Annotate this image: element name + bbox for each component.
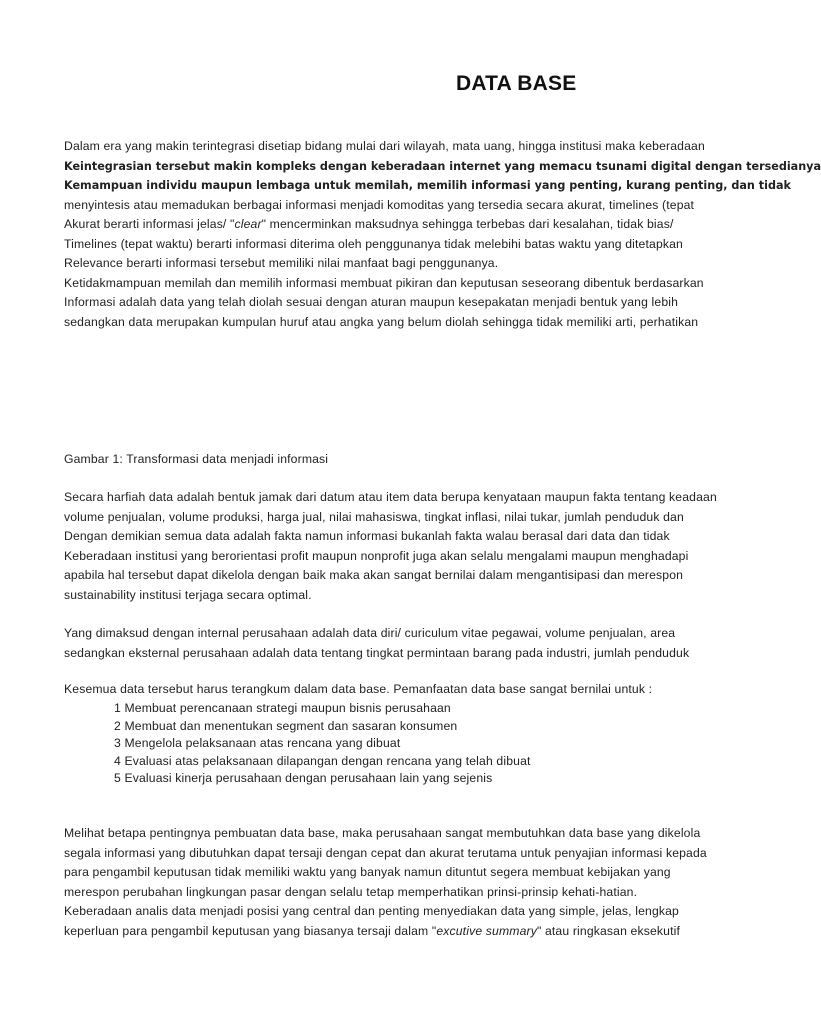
- italic-term: clear: [234, 217, 262, 231]
- paragraph-data-analyst: [64, 902, 680, 941]
- text-line: Ketidakmampuan memilah dan memilih informasi membuat pikiran dan keputusan seseorang dibentuk berdasarkan: [64, 275, 704, 290]
- list-item: 2 Membuat dan menentukan segment dan sasaran konsumen: [114, 718, 458, 733]
- text-line: Yang dimaksud dengan internal perusahaan adalah data diri/ curiculum vitae pegawai, volume penjualan, area: [64, 626, 676, 640]
- text-segment: " mencerminkan maksudnya sehingga terbebas dari kesalahan, tidak bias/: [261, 217, 674, 231]
- text-line: [64, 922, 680, 942]
- paragraph-internal-external: [64, 624, 690, 663]
- text-segment: keperluan para pengambil keputusan yang biasanya tersaji dalam ": [64, 923, 437, 938]
- text-line: Keberadaan analis data menjadi posisi yang central dan penting menyediakan data yang simple, jelas, lengkap: [64, 904, 679, 918]
- text-line: [64, 215, 675, 235]
- text-line: sustainability institusi terjaga secara optimal.: [64, 587, 312, 602]
- paragraph-database-usage: [64, 680, 675, 700]
- text-line: sedangkan eksternal perusahaan adalah data tentang tingkat permintaan barang pada industri, jumlah penduduk: [64, 645, 690, 660]
- list-item: 4 Evaluasi atas pelaksanaan dilapangan dengan rencana yang telah dibuat: [114, 753, 531, 768]
- text-line: Secara harfiah data adalah bentuk jamak dari datum atau item data berupa kenyataan maupun fakta tentang keadaan: [64, 490, 717, 504]
- paragraph-database-importance: [64, 824, 707, 902]
- text-line: merespon perubahan lingkungan pasar dengan selalu tetap memperhatikan prinsi-prinsip kehati-hatian.: [64, 884, 638, 899]
- text-line: Kesemua data tersebut harus terangkum dalam data base. Pemanfaatan data base sangat bernilai untuk :: [64, 682, 653, 696]
- text-line: Melihat betapa pentingnya pembuatan data base, maka perusahaan sangat membutuhkan data base yang dikelola: [64, 826, 701, 840]
- text-line: sedangkan data merupakan kumpulan huruf atau angka yang belum diolah sehingga tidak memiliki arti, perhatikan: [64, 314, 699, 329]
- list-item: 5 Evaluasi kinerja perusahaan dengan perusahaan lain yang sejenis: [114, 771, 493, 785]
- list-item: 1 Membuat perencanaan strategi maupun bisnis perusahaan: [114, 701, 451, 715]
- text-line: menyintesis atau memadukan berbagai informasi menjadi komoditas yang tersedia secara akurat, timelines (tepat: [64, 197, 695, 212]
- list-item: 3 Mengelola pelaksanaan atas rencana yang dibuat: [114, 736, 401, 750]
- text-line: Informasi adalah data yang telah diolah sesuai dengan aturan maupun kesepakatan menjadi bentuk yang lebih: [64, 295, 679, 309]
- text-line: para pengambil keputusan tidak memiliki waktu yang banyak namun dituntut segera membuat kebijakan yang: [64, 865, 671, 879]
- text-line: Dengan demikian semua data adalah fakta namun informasi bukanlah fakta walau berasal dari data dan tidak: [64, 529, 670, 543]
- text-line-bold: Kemampuan individu maupun lembaga untuk memilah, memilih informasi yang penting, kurang penting, dan tidak: [64, 179, 791, 192]
- text-line: apabila hal tersebut dapat dikelola dengan baik maka akan sangat bernilai dalam mengantisipasi dan merespon: [64, 568, 684, 582]
- text-line: Dalam era yang makin terintegrasi disetiap bidang mulai dari wilayah, mata uang, hingga institusi maka keberadaan: [64, 139, 705, 153]
- intro-paragraph: [64, 137, 821, 332]
- italic-term: excutive summary: [436, 923, 537, 938]
- paragraph-data-definition: [64, 488, 717, 605]
- usage-list: [114, 700, 674, 788]
- page-title: DATA BASE: [456, 72, 577, 95]
- figure-caption: Gambar 1: Transformasi data menjadi informasi: [64, 452, 329, 466]
- text-line: Timelines (tepat waktu) berarti informasi diterima oleh penggunanya tidak melebihi batas waktu yang ditetapkan: [64, 236, 683, 251]
- text-line: Keberadaan institusi yang berorientasi profit maupun nonprofit juga akan selalu mengalami maupun menghadapi: [64, 548, 689, 563]
- text-segment: Akurat berarti informasi jelas/ ": [64, 217, 235, 231]
- text-line: Relevance berarti informasi tersebut memiliki nilai manfaat bagi penggunanya.: [64, 256, 499, 270]
- text-line: segala informasi yang dibutuhkan dapat tersaji dengan cepat dan akurat terutama untuk penyajian informasi kepada: [64, 845, 707, 860]
- text-line: volume penjualan, volume produksi, harga jual, nilai mahasiswa, tingkat inflasi, nilai tukar, jumlah penduduk dan: [64, 509, 684, 524]
- text-segment: " atau ringkasan eksekutif: [536, 923, 680, 938]
- text-line-bold: Keintegrasian tersebut makin kompleks dengan keberadaan internet yang memacu tsunami digital dengan tersedianya: [64, 159, 821, 173]
